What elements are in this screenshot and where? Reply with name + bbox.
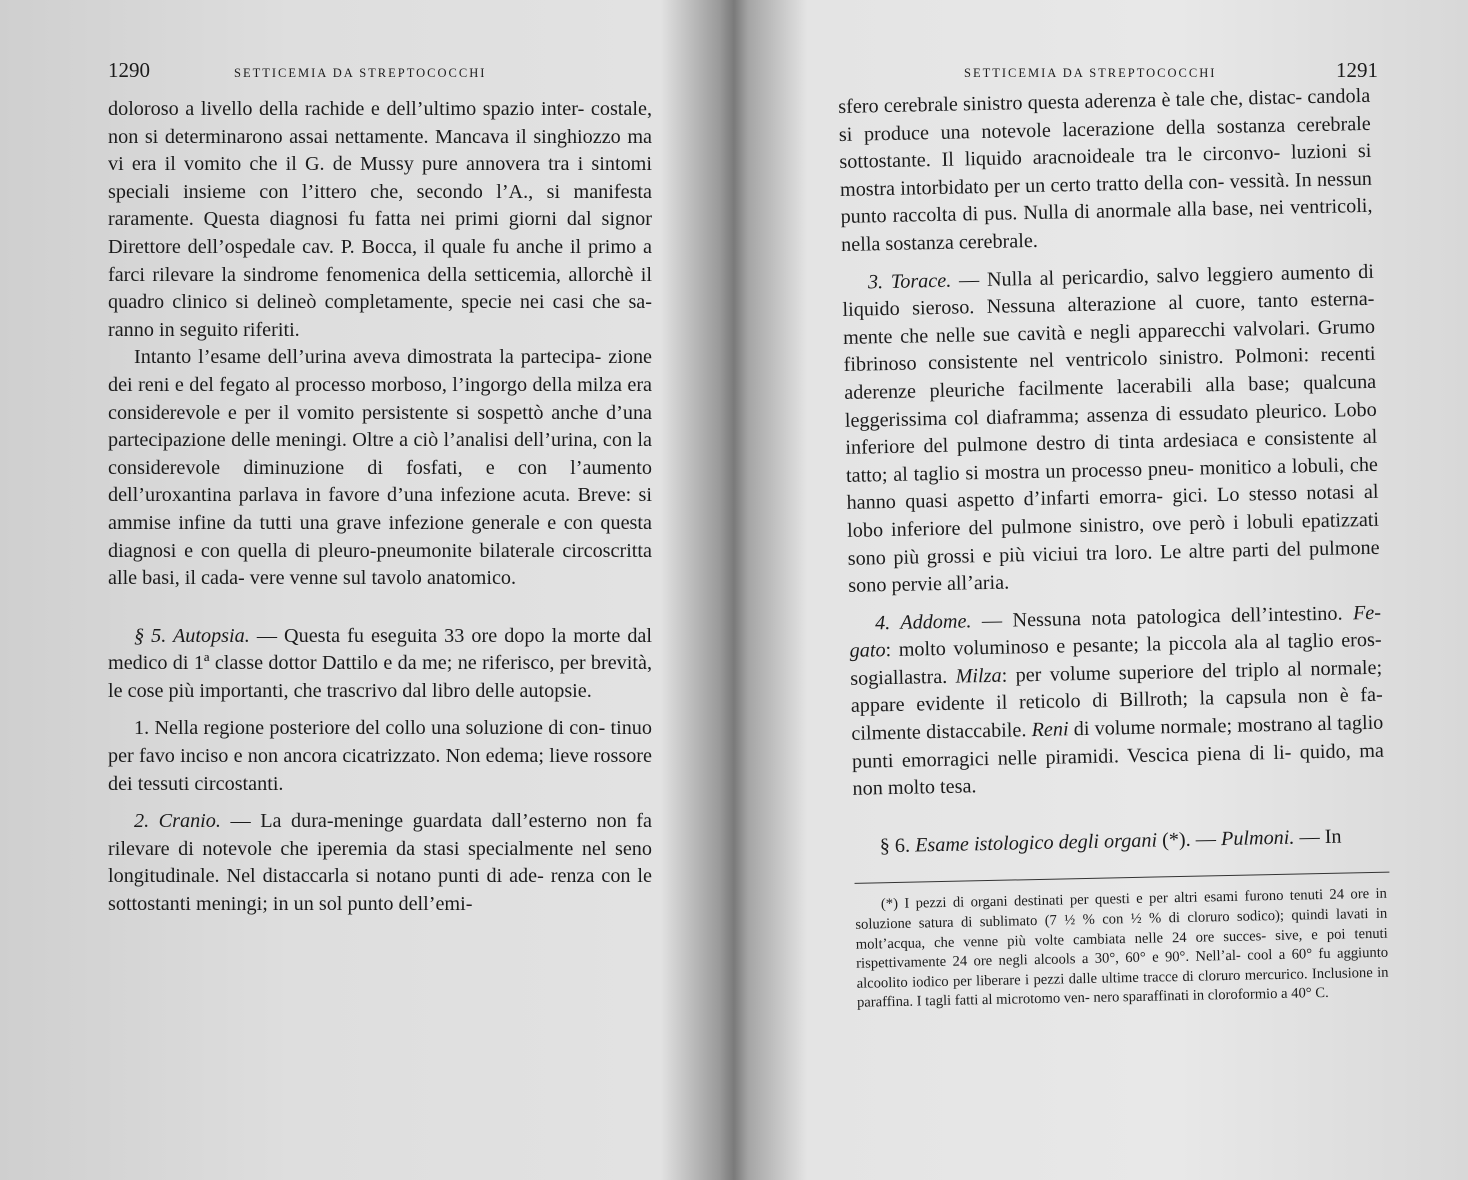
section-heading: § 5. Autopsia. <box>134 624 250 647</box>
paragraph: doloroso a livello della rachide e dell’ultimo spazio inter- costale, non si determinarono assai nettamente. Mancava il singhiozzo ma vi era il vomito che il G. de Mussy pure annovera tra i sintomi speciali insieme con l’ittero che, secondo l’A., si manifesta raramente. Questa diagnosi fu fatta nei primi giorni dal signor Direttore dell’ospedale cav. P. Bocca, il quale fu anche il primo a farci rilevare la sindrome fenomenica della setticemia, allorchè il quadro clinico si delineò completamente, specie nei casi che sa- ranno in seguito riferiti. <box>108 98 652 341</box>
page-number: 1290 <box>108 58 150 82</box>
section-text: — In <box>1294 825 1342 849</box>
running-title: SETTICEMIA DA STREPTOCOCCHI <box>964 66 1217 80</box>
list-item <box>108 808 652 918</box>
item-text: — Nessuna nota patologica dell’intestino. <box>971 602 1354 633</box>
item-text: : molto voluminoso e pesante; la piccola ala al taglio eros- sogiallastra. <box>850 629 1382 690</box>
organ-name: Pulmoni. <box>1220 826 1295 850</box>
page-number: 1291 <box>1336 58 1378 82</box>
list-item: 1. Nella regione posteriore del collo una soluzione di con- tinuo per favo inciso e non ancora cicatrizzato. Non edema; lieve rossore dei tessuti circostanti. <box>108 717 652 795</box>
footnote: (*) I pezzi di organi destinati per questi e per altri esami furono tenuti 24 ore in soluzione satura di sublimato (7 ½ % con ½ % di cloruro sodico); quindi lavati in molt’acqua, che venne più volte cambiata nelle 24 ore succes- sive, e poi tenuti rispettivamente 24 ore negli alcools a 30°, 60° e 90°. Nell’al- cool a 60° fu aggiunto alcoolito iodico per liberare i pezzi dalle ultime tracce di cloruro mercurico. Inclusione in paraffina. I tagli fatti al microtomo ven- nero sparaffinati in cloroformio a 40° C. <box>855 886 1389 1012</box>
section-number: § 6. <box>879 834 916 858</box>
footnote-divider <box>855 872 1390 884</box>
section-heading: Esame istologico degli organi <box>914 829 1158 857</box>
item-heading: 4. Addome. <box>874 610 972 635</box>
organ-name: Milza <box>955 664 1002 688</box>
organ-name: Reni <box>1031 718 1069 742</box>
organ-name: Fe- gato <box>849 601 1382 663</box>
list-item <box>842 258 1381 600</box>
section-text: (*). — <box>1156 827 1222 852</box>
item-text: di volume normale; mostrano al taglio punti emorragici nelle piramidi. Vescica piena di li- quido, ma non molto tesa. <box>851 711 1385 801</box>
list-item <box>849 599 1385 803</box>
right-page <box>734 0 1468 1180</box>
autopsy-section <box>108 623 652 706</box>
item-text: — La dura-meninge guardata dall’esterno non fa rilevare di notevole che iperemia da stasi specialmente nel seno longitudinale. Nel distaccarla si notano punti di ade- renza con le sottostanti meningi; in un sol punto dell’emi- <box>108 810 652 916</box>
item-heading: 3. Torace. <box>867 269 952 293</box>
item-text: — Nulla al pericardio, salvo leggiero aumento di liquido sieroso. Nessuna alterazione al cuore, tanto esterna- mente che nelle sue cavità e negli apparecchi valvolari. Grumo fibrinoso consistente nel ventricolo sinistro. Polmoni: recenti aderenze pleuriche facilmente lacerabili alla base; qualcuna leggerissima col diaframma; assenza di essudato pleurico. Lobo inferiore del pulmone destro di tinta ardesiaca e consistente al tatto; al taglio si mostra un processo pneu- monitico a lobuli, che hanno quasi aspetto d’infarti emorra- gici. Lo stesso notasi al lobo inferiore del pulmone sinistro, ove però i lobuli epatizzati sono più grossi e più viciui tra loro. Le altre parti del pulmone sono pervie all’aria. <box>842 260 1380 597</box>
item-text: : per volume superiore del triplo al normale; appare evidente il reticolo di Billroth; la capsula non è fa- cilmente distaccabile. <box>850 656 1383 745</box>
right-page-body <box>838 83 1389 1014</box>
paragraph: sfero cerebrale sinistro questa aderenza è tale che, distac- candola si produce una notevole lacerazione della sostanza cerebrale sottostante. Il liquido aracnoideale tra le circonvo- luzioni si mostra intorbidato per un certo tratto della con- vessità. In nessun punto raccolta di pus. Nulla di anormale alla base, nei ventricoli, nella sostanza cerebrale. <box>838 84 1373 256</box>
item-heading: 2. Cranio. <box>134 810 221 833</box>
section-text: — Questa fu eseguita 33 ore dopo la morte dal medico di 1ª classe dottor Dattilo e da me; ne riferisco, per brevità, le cose più importanti, che trascrivo dal libro delle autopsie. <box>108 624 652 702</box>
paragraph: Intanto l’esame dell’urina aveva dimostrata la partecipa- zione dei reni e del fegato al processo morboso, l’ingorgo della milza era considerevole e per il vomito persistente si sospettò anche d’una partecipazione delle meningi. Oltre a ciò l’analisi dell’urina, con la considerevole diminuzione di fosfati, e con l’aumento dell’uroxantina parlava in favore d’una infezione acuta. Breve: si ammise infine da tutti una grave infezione generale e con questa diagnosi e con quella di pleuro-pneumonite bilaterale circoscritta alle basi, il cada- vere venne sul tavolo anatomico. <box>108 346 652 590</box>
running-title: SETTICEMIA DA STREPTOCOCCHI <box>234 66 487 80</box>
left-page-body <box>108 96 652 919</box>
